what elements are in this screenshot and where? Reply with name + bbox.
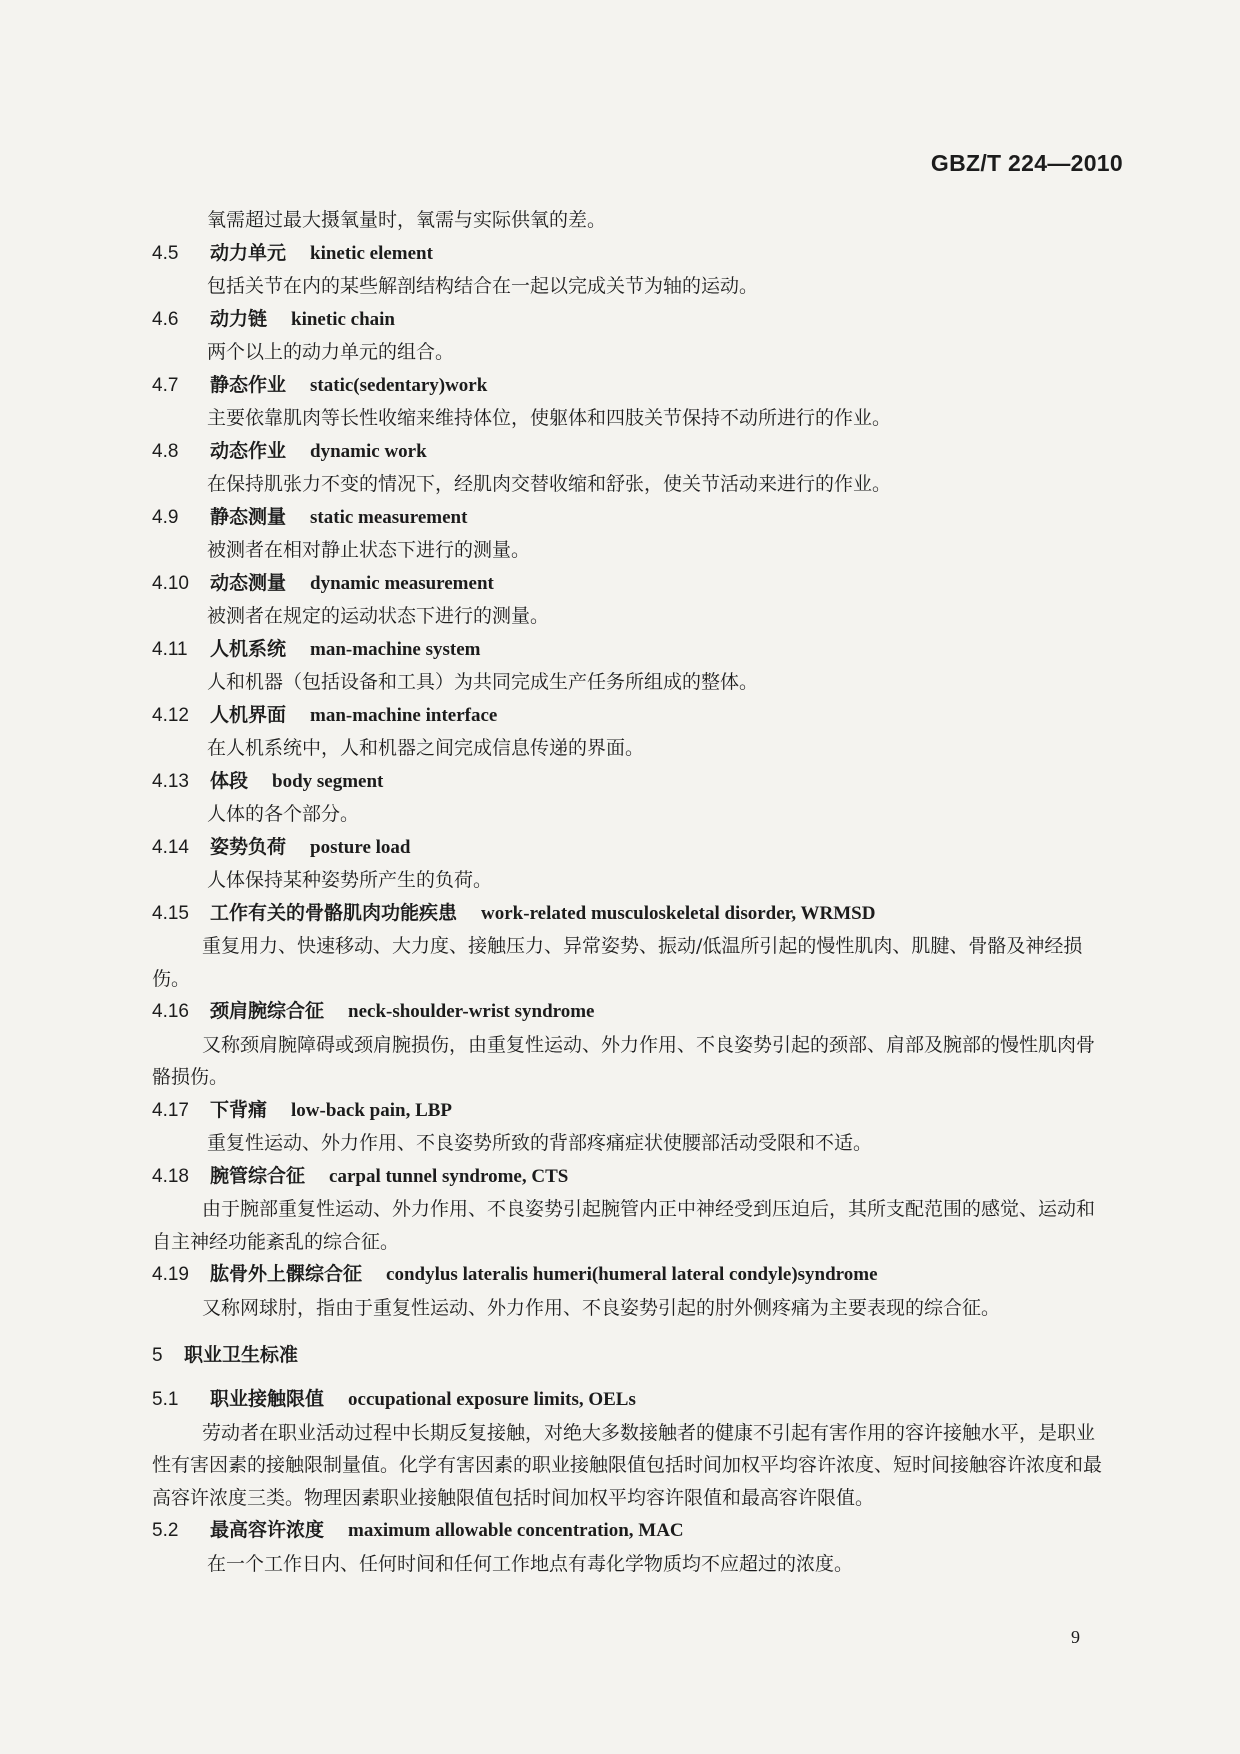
term-definition: 重复用力、快速移动、大力度、接触压力、异常姿势、振动/低温所引起的慢性肌肉、肌腱、骨骼及神经损伤。 bbox=[152, 935, 1083, 990]
term-chinese: 静态作业 bbox=[210, 373, 287, 396]
term-definition: 两个以上的动力单元的组合。 bbox=[207, 341, 455, 363]
term-heading bbox=[152, 369, 1112, 403]
term-entry bbox=[152, 567, 1112, 633]
term-heading bbox=[152, 633, 1112, 667]
term-number: 4.10 bbox=[152, 572, 189, 594]
term-english: occupational exposure limits, OELs bbox=[348, 1389, 636, 1410]
page-number: 9 bbox=[1071, 1627, 1080, 1647]
term-number: 4.14 bbox=[152, 836, 189, 858]
term-entry bbox=[152, 633, 1112, 699]
standard-code: GBZ/T 224—2010 bbox=[930, 150, 1123, 176]
term-definition: 在一个工作日内、任何时间和任何工作地点有毒化学物质均不应超过的浓度。 bbox=[207, 1552, 854, 1575]
term-heading bbox=[152, 1514, 1112, 1548]
term-chinese: 工作有关的骨骼肌肉功能疾患 bbox=[210, 901, 458, 924]
term-definition: 在人机系统中，人和机器之间完成信息传递的界面。 bbox=[207, 737, 645, 759]
term-number: 5.1 bbox=[152, 1389, 179, 1410]
term-definition: 由于腕部重复性运动、外力作用、不良姿势引起腕管内正中神经受到压迫后，其所支配范围的感觉、运动和自主神经功能紊乱的综合征。 bbox=[152, 1198, 1096, 1253]
term-chinese: 职业接触限值 bbox=[210, 1388, 325, 1410]
term-heading bbox=[152, 995, 1112, 1029]
term-definition: 人体保持某种姿势所产生的负荷。 bbox=[207, 869, 493, 891]
term-entry bbox=[152, 995, 1112, 1094]
term-heading bbox=[152, 765, 1112, 799]
term-number: 4.8 bbox=[152, 440, 179, 462]
term-entry bbox=[152, 1160, 1112, 1259]
term-number: 5.2 bbox=[152, 1520, 179, 1541]
term-number: 4.13 bbox=[152, 770, 189, 792]
term-chinese: 动力链 bbox=[210, 307, 268, 330]
term-heading bbox=[152, 1258, 1112, 1292]
term-english: static measurement bbox=[310, 506, 468, 528]
term-chinese: 腕管综合征 bbox=[210, 1164, 306, 1187]
term-definition: 劳动者在职业活动过程中长期反复接触，对绝大多数接触者的健康不引起有害作用的容许接触水平，是职业性有害因素的接触限制量值。化学有害因素的职业接触限值包括时间加权平均容许浓度、短时间接触容许浓度和最高容许浓度三类。物理因素职业接触限值包括时间加权平均容许限值和最高容许限值。 bbox=[152, 1421, 1103, 1509]
term-chinese: 体段 bbox=[210, 769, 249, 792]
term-heading bbox=[152, 237, 1112, 271]
term-definition: 被测者在规定的运动状态下进行的测量。 bbox=[207, 605, 550, 627]
term-heading bbox=[152, 897, 1112, 931]
term-english: kinetic chain bbox=[291, 308, 395, 330]
term-chinese: 颈肩腕综合征 bbox=[210, 1000, 325, 1022]
term-heading bbox=[152, 1383, 1112, 1417]
term-definition: 包括关节在内的某些解剖结构结合在一起以完成关节为轴的运动。 bbox=[207, 275, 759, 297]
term-english: condylus lateralis humeri(humeral lateral condyle)syndrome bbox=[386, 1264, 878, 1285]
term-english: low-back pain, LBP bbox=[291, 1099, 453, 1121]
term-definition: 在保持肌张力不变的情况下，经肌肉交替收缩和舒张，使关节活动来进行的作业。 bbox=[207, 473, 892, 495]
term-definition: 主要依靠肌肉等长性收缩来维持体位，使躯体和四肢关节保持不动所进行的作业。 bbox=[207, 407, 892, 429]
term-number: 4.7 bbox=[152, 374, 179, 396]
section-number: 5 bbox=[152, 1345, 163, 1366]
term-entry bbox=[152, 1258, 1112, 1324]
term-definition: 人和机器（包括设备和工具）为共同完成生产任务所组成的整体。 bbox=[207, 671, 759, 693]
term-number: 4.9 bbox=[152, 506, 179, 528]
term-english: maximum allowable concentration, MAC bbox=[348, 1520, 684, 1541]
term-heading bbox=[152, 567, 1112, 601]
term-definition: 重复性运动、外力作用、不良姿势所致的背部疼痛症状使腰部活动受限和不适。 bbox=[207, 1132, 873, 1154]
term-chinese: 肱骨外上髁综合征 bbox=[210, 1263, 363, 1285]
term-entry bbox=[152, 1514, 1112, 1580]
term-english: carpal tunnel syndrome, CTS bbox=[329, 1165, 569, 1187]
term-english: body segment bbox=[272, 770, 384, 792]
term-number: 4.15 bbox=[152, 902, 189, 924]
term-heading bbox=[152, 831, 1112, 865]
term-number: 4.16 bbox=[152, 1001, 189, 1022]
section-title: 职业卫生标准 bbox=[184, 1344, 299, 1366]
term-entry bbox=[152, 699, 1112, 765]
term-definition: 人体的各个部分。 bbox=[207, 803, 360, 825]
term-english: dynamic work bbox=[310, 440, 427, 462]
term-english: man-machine interface bbox=[310, 704, 498, 726]
term-chinese: 人机界面 bbox=[210, 703, 287, 726]
term-heading bbox=[152, 435, 1112, 469]
term-definition: 又称颈肩腕障碍或颈肩腕损伤，由重复性运动、外力作用、不良姿势引起的颈部、肩部及腕部的慢性肌肉骨骼损伤。 bbox=[152, 1033, 1096, 1088]
term-chinese: 动力单元 bbox=[210, 241, 287, 264]
term-chinese: 人机系统 bbox=[210, 637, 287, 660]
term-english: dynamic measurement bbox=[310, 572, 494, 594]
term-heading bbox=[152, 1160, 1112, 1194]
term-entry bbox=[152, 831, 1112, 897]
term-english: man-machine system bbox=[310, 638, 481, 660]
term-chinese: 静态测量 bbox=[210, 505, 287, 528]
term-entry bbox=[152, 1383, 1112, 1514]
term-english: static(sedentary)work bbox=[310, 374, 488, 396]
term-number: 4.19 bbox=[152, 1264, 189, 1285]
terms-list-section5 bbox=[152, 1383, 1112, 1580]
terms-list bbox=[152, 237, 1112, 1325]
section-heading bbox=[152, 1340, 1112, 1367]
lead-paragraph: 氧需超过最大摄氧量时，氧需与实际供氧的差。 bbox=[207, 209, 607, 231]
term-entry bbox=[152, 1094, 1112, 1160]
term-entry bbox=[152, 897, 1112, 996]
term-heading bbox=[152, 501, 1112, 535]
term-entry bbox=[152, 303, 1112, 369]
term-definition: 被测者在相对静止状态下进行的测量。 bbox=[207, 539, 531, 561]
term-entry bbox=[152, 435, 1112, 501]
term-entry bbox=[152, 237, 1112, 303]
term-heading bbox=[152, 1094, 1112, 1128]
term-definition: 又称网球肘，指由于重复性运动、外力作用、不良姿势引起的肘外侧疼痛为主要表现的综合征。 bbox=[202, 1296, 1001, 1319]
term-number: 4.12 bbox=[152, 704, 189, 726]
term-number: 4.17 bbox=[152, 1099, 189, 1121]
term-entry bbox=[152, 765, 1112, 831]
term-heading bbox=[152, 699, 1112, 733]
term-english: neck-shoulder-wrist syndrome bbox=[348, 1001, 595, 1022]
term-chinese: 最高容许浓度 bbox=[210, 1519, 325, 1541]
term-chinese: 姿势负荷 bbox=[210, 835, 287, 858]
term-entry bbox=[152, 369, 1112, 435]
document-body bbox=[152, 204, 1112, 1580]
term-number: 4.11 bbox=[152, 638, 188, 660]
term-english: posture load bbox=[310, 836, 411, 858]
term-number: 4.18 bbox=[152, 1165, 189, 1187]
term-english: kinetic element bbox=[310, 242, 433, 264]
term-chinese: 动态作业 bbox=[210, 439, 287, 462]
term-chinese: 下背痛 bbox=[210, 1098, 268, 1121]
term-entry bbox=[152, 501, 1112, 567]
term-heading bbox=[152, 303, 1112, 337]
term-chinese: 动态测量 bbox=[210, 571, 287, 594]
term-number: 4.6 bbox=[152, 308, 179, 330]
term-english: work-related musculoskeletal disorder, WRMSD bbox=[481, 902, 876, 924]
term-number: 4.5 bbox=[152, 242, 179, 264]
